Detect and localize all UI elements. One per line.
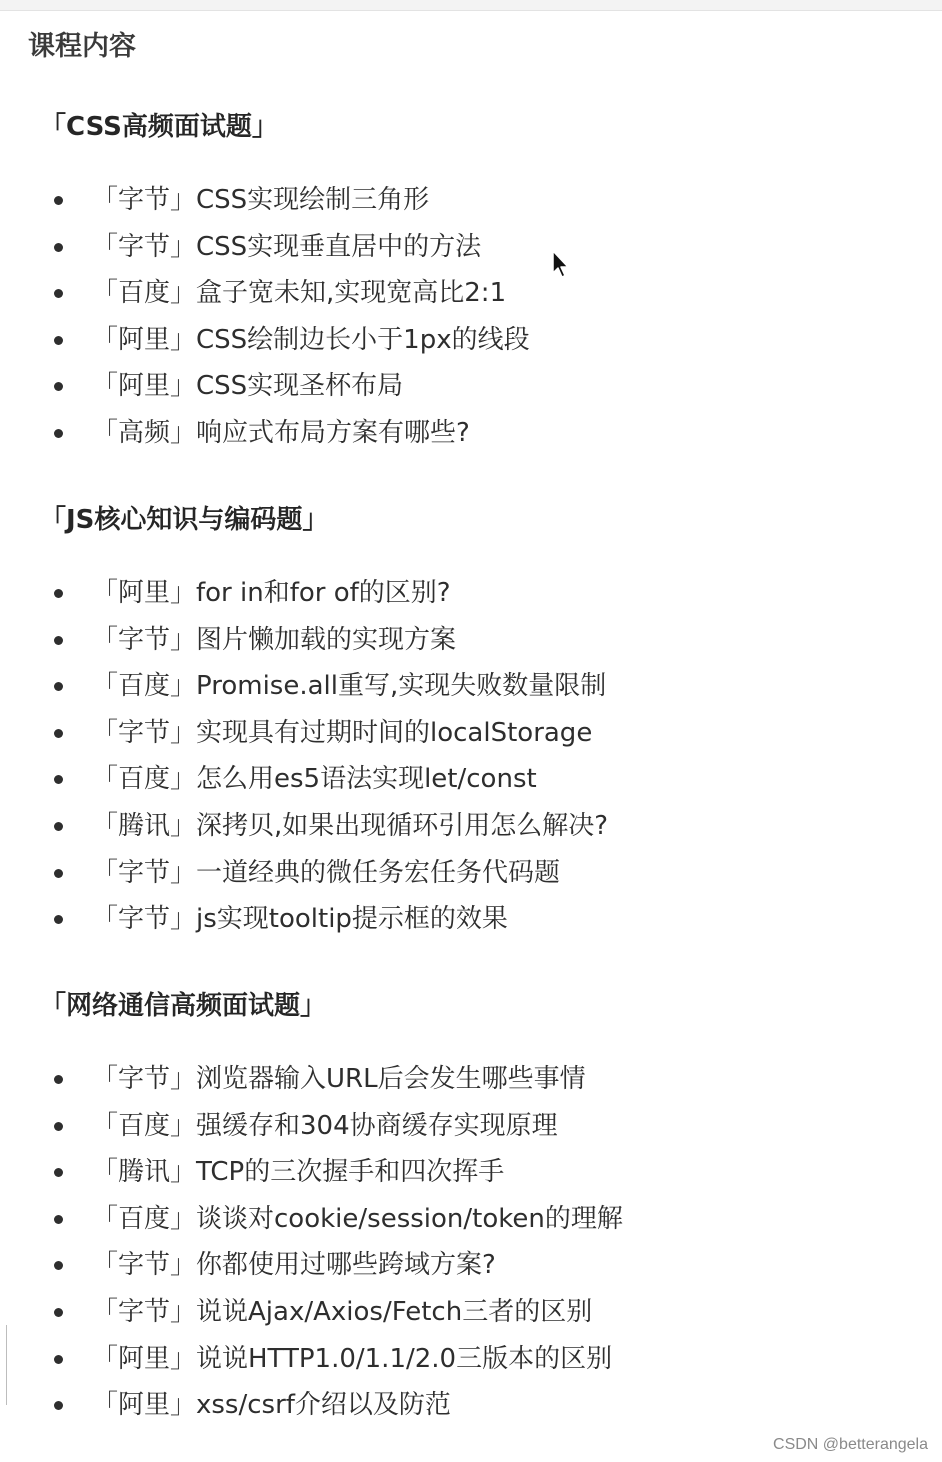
bullet-icon [54,1168,63,1177]
item-text: 「字节」你都使用过哪些跨域方案? [92,1250,496,1281]
bullet-icon [54,589,63,598]
item-text: 「阿里」说说HTTP1.0/1.1/2.0三版本的区别 [92,1343,613,1374]
divider [6,1325,7,1405]
page-title: 课程内容 [28,31,136,62]
bullet-icon [54,1308,63,1317]
item-text: 「字节」浏览器输入URL后会发生哪些事情 [92,1064,586,1094]
section-title: 「CSS高频面试题」 [40,112,278,142]
bullet-icon [54,1261,63,1270]
bullet-icon [54,822,63,831]
item-text: 「字节」说说Ajax/Axios/Fetch三者的区别 [92,1296,593,1327]
item-text: 「字节」CSS实现垂直居中的方法 [92,231,482,262]
section-title: 「网络通信高频面试题」 [40,991,327,1021]
item-text: 「百度」谈谈对cookie/session/token的理解 [92,1203,623,1234]
item-text: 「字节」图片懒加载的实现方案 [92,624,457,655]
item-text: 「高频」响应式布局方案有哪些? [92,417,470,448]
item-text: 「百度」Promise.all重写,实现失败数量限制 [92,671,607,702]
bullet-icon [54,1122,63,1131]
bullet-icon [54,289,63,298]
bullet-icon [54,429,63,438]
bullet-icon [54,196,63,205]
item-text: 「阿里」for in和for of的区别? [92,578,451,608]
top-bar [0,0,942,11]
mouse-pointer-icon [551,250,571,280]
item-text: 「字节」js实现tooltip提示框的效果 [92,904,508,935]
item-text: 「阿里」xss/csrf介绍以及防范 [92,1390,451,1421]
section-title: 「JS核心知识与编码题」 [40,505,329,535]
item-text: 「字节」一道经典的微任务宏任务代码题 [92,857,561,888]
bullet-icon [54,1355,63,1364]
bullet-icon [54,915,63,924]
bullet-icon [54,243,63,252]
bullet-icon [54,869,63,878]
item-text: 「百度」强缓存和304协商缓存实现原理 [92,1110,558,1141]
bullet-icon [54,729,63,738]
watermark: CSDN @betterangela [773,1436,928,1453]
bullet-icon [54,1075,63,1084]
item-text: 「字节」实现具有过期时间的localStorage [92,717,593,748]
item-text: 「腾讯」深拷贝,如果出现循环引用怎么解决? [92,810,609,841]
bullet-icon [54,1401,63,1410]
item-text: 「阿里」CSS绘制边长小于1px的线段 [92,324,530,355]
item-text: 「百度」盒子宽未知,实现宽高比2:1 [92,278,507,309]
item-text: 「阿里」CSS实现圣杯布局 [92,371,404,402]
item-text: 「腾讯」TCP的三次握手和四次挥手 [92,1157,505,1188]
bullet-icon [54,382,63,391]
bullet-icon [54,682,63,691]
bullet-icon [54,1215,63,1224]
item-text: 「字节」CSS实现绘制三角形 [92,185,430,215]
bullet-icon [54,636,63,645]
item-text: 「百度」怎么用es5语法实现let/const [92,764,537,795]
bullet-icon [54,775,63,784]
bullet-icon [54,336,63,345]
